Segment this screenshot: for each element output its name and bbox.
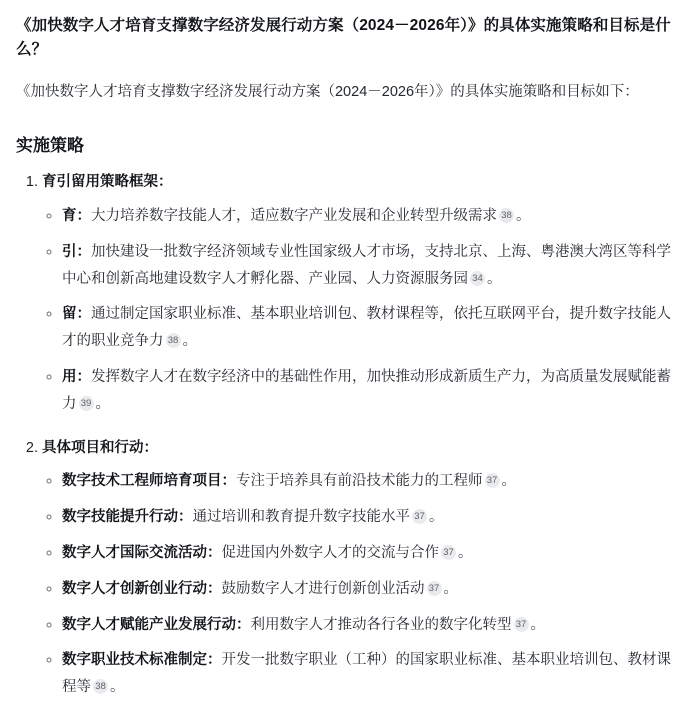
point-text: 通过制定国家职业标准、基本职业培训包、教材课程等，依托互联网平台，提升数字技能人才的职业竞争力	[62, 306, 671, 350]
reference-badge[interactable]: 38	[93, 679, 108, 694]
point-separator: ：	[76, 369, 91, 386]
point-tail: 。	[95, 395, 110, 412]
point-text: 利用数字人才推动各行各业的数字化转型	[250, 616, 512, 633]
point-term: 引	[62, 243, 77, 260]
point-tail: 。	[501, 473, 516, 490]
point-tail: 。	[429, 509, 444, 526]
point-tail: 。	[487, 270, 502, 287]
list-item-heading: 育引留用策略框架：	[42, 174, 173, 191]
point-separator: ：	[207, 545, 222, 561]
reference-badge[interactable]: 37	[441, 545, 456, 560]
reference-badge[interactable]: 38	[499, 208, 514, 223]
sub-list-item	[62, 576, 676, 603]
point-text: 促进国内外数字人才的交流与合作	[221, 545, 439, 561]
list-item	[42, 170, 676, 417]
point-separator: ：	[76, 306, 91, 323]
point-text: 鼓励数字人才进行创新创业活动	[221, 580, 425, 597]
point-text: 大力培养数字技能人才，适应数字产业发展和企业转型升级需求	[91, 208, 497, 225]
point-term: 数字技能提升行动	[62, 509, 178, 526]
reference-badge[interactable]: 34	[470, 271, 485, 286]
point-text: 通过培训和教育提升数字技能水平	[192, 509, 410, 526]
sub-list-item	[62, 239, 676, 293]
reference-badge[interactable]: 37	[485, 473, 500, 488]
sub-list	[42, 468, 676, 701]
point-text: 加快建设一批数字经济领域专业性国家级人才市场，支持北京、上海、粤港澳大湾区等科学中心和创新高地建设数字人才孵化器、产业园、人力资源服务园	[62, 243, 671, 287]
list-item	[42, 436, 676, 701]
strategy-list	[16, 170, 676, 701]
point-term: 留	[62, 306, 77, 323]
point-separator: ：	[178, 509, 193, 526]
point-tail: 。	[443, 580, 458, 597]
sub-list-item	[62, 540, 676, 567]
point-tail: 。	[458, 545, 473, 561]
point-tail: 。	[182, 333, 197, 350]
sub-list-item	[62, 364, 676, 418]
reference-badge[interactable]: 39	[79, 396, 94, 411]
point-term: 数字技术工程师培育项目	[62, 473, 222, 490]
point-term: 用	[62, 369, 77, 386]
point-tail: 。	[110, 679, 125, 696]
point-separator: ：	[207, 580, 222, 597]
point-term: 育	[62, 208, 77, 225]
point-term: 数字职业技术标准制定	[62, 652, 207, 669]
page-title: 《加快数字人才培育支撑数字经济发展行动方案（2024－2026年）》的具体实施策略和目标是什么？	[16, 17, 671, 59]
point-text: 专注于培养具有前沿技术能力的工程师	[236, 473, 483, 490]
point-text: 开发一批数字职业（工种）的国家职业标准、基本职业培训包、教材课程等	[62, 652, 671, 696]
sub-list	[42, 203, 676, 418]
intro-paragraph: 《加快数字人才培育支撑数字经济发展行动方案（2024－2026年）》的具体实施策略和目标如下：	[16, 84, 639, 101]
point-separator: ：	[207, 652, 222, 669]
point-tail: 。	[516, 208, 531, 225]
point-tail: 。	[530, 616, 545, 633]
list-item-heading: 具体项目和行动：	[42, 439, 158, 456]
sub-list-item	[62, 203, 676, 230]
point-text: 发挥数字人才在数字经济中的基础性作用，加快推动形成新质生产力，为高质量发展赋能蓄力	[62, 369, 671, 412]
reference-badge[interactable]: 37	[514, 617, 529, 632]
sub-list-item	[62, 612, 676, 639]
point-separator: ：	[76, 243, 91, 260]
point-separator: ：	[76, 208, 91, 225]
sub-list-item	[62, 504, 676, 531]
sub-list-item	[62, 301, 676, 355]
section-heading: 实施策略	[16, 136, 84, 156]
point-separator: ：	[236, 616, 251, 633]
point-term: 数字人才国际交流活动	[62, 545, 207, 561]
point-term: 数字人才赋能产业发展行动	[62, 616, 236, 633]
sub-list-item	[62, 647, 676, 701]
sub-list-item	[62, 468, 676, 495]
reference-badge[interactable]: 38	[166, 333, 181, 348]
reference-badge[interactable]: 37	[427, 581, 442, 596]
point-term: 数字人才创新创业行动	[62, 580, 207, 597]
point-separator: ：	[221, 473, 236, 490]
reference-badge[interactable]: 37	[412, 509, 427, 524]
